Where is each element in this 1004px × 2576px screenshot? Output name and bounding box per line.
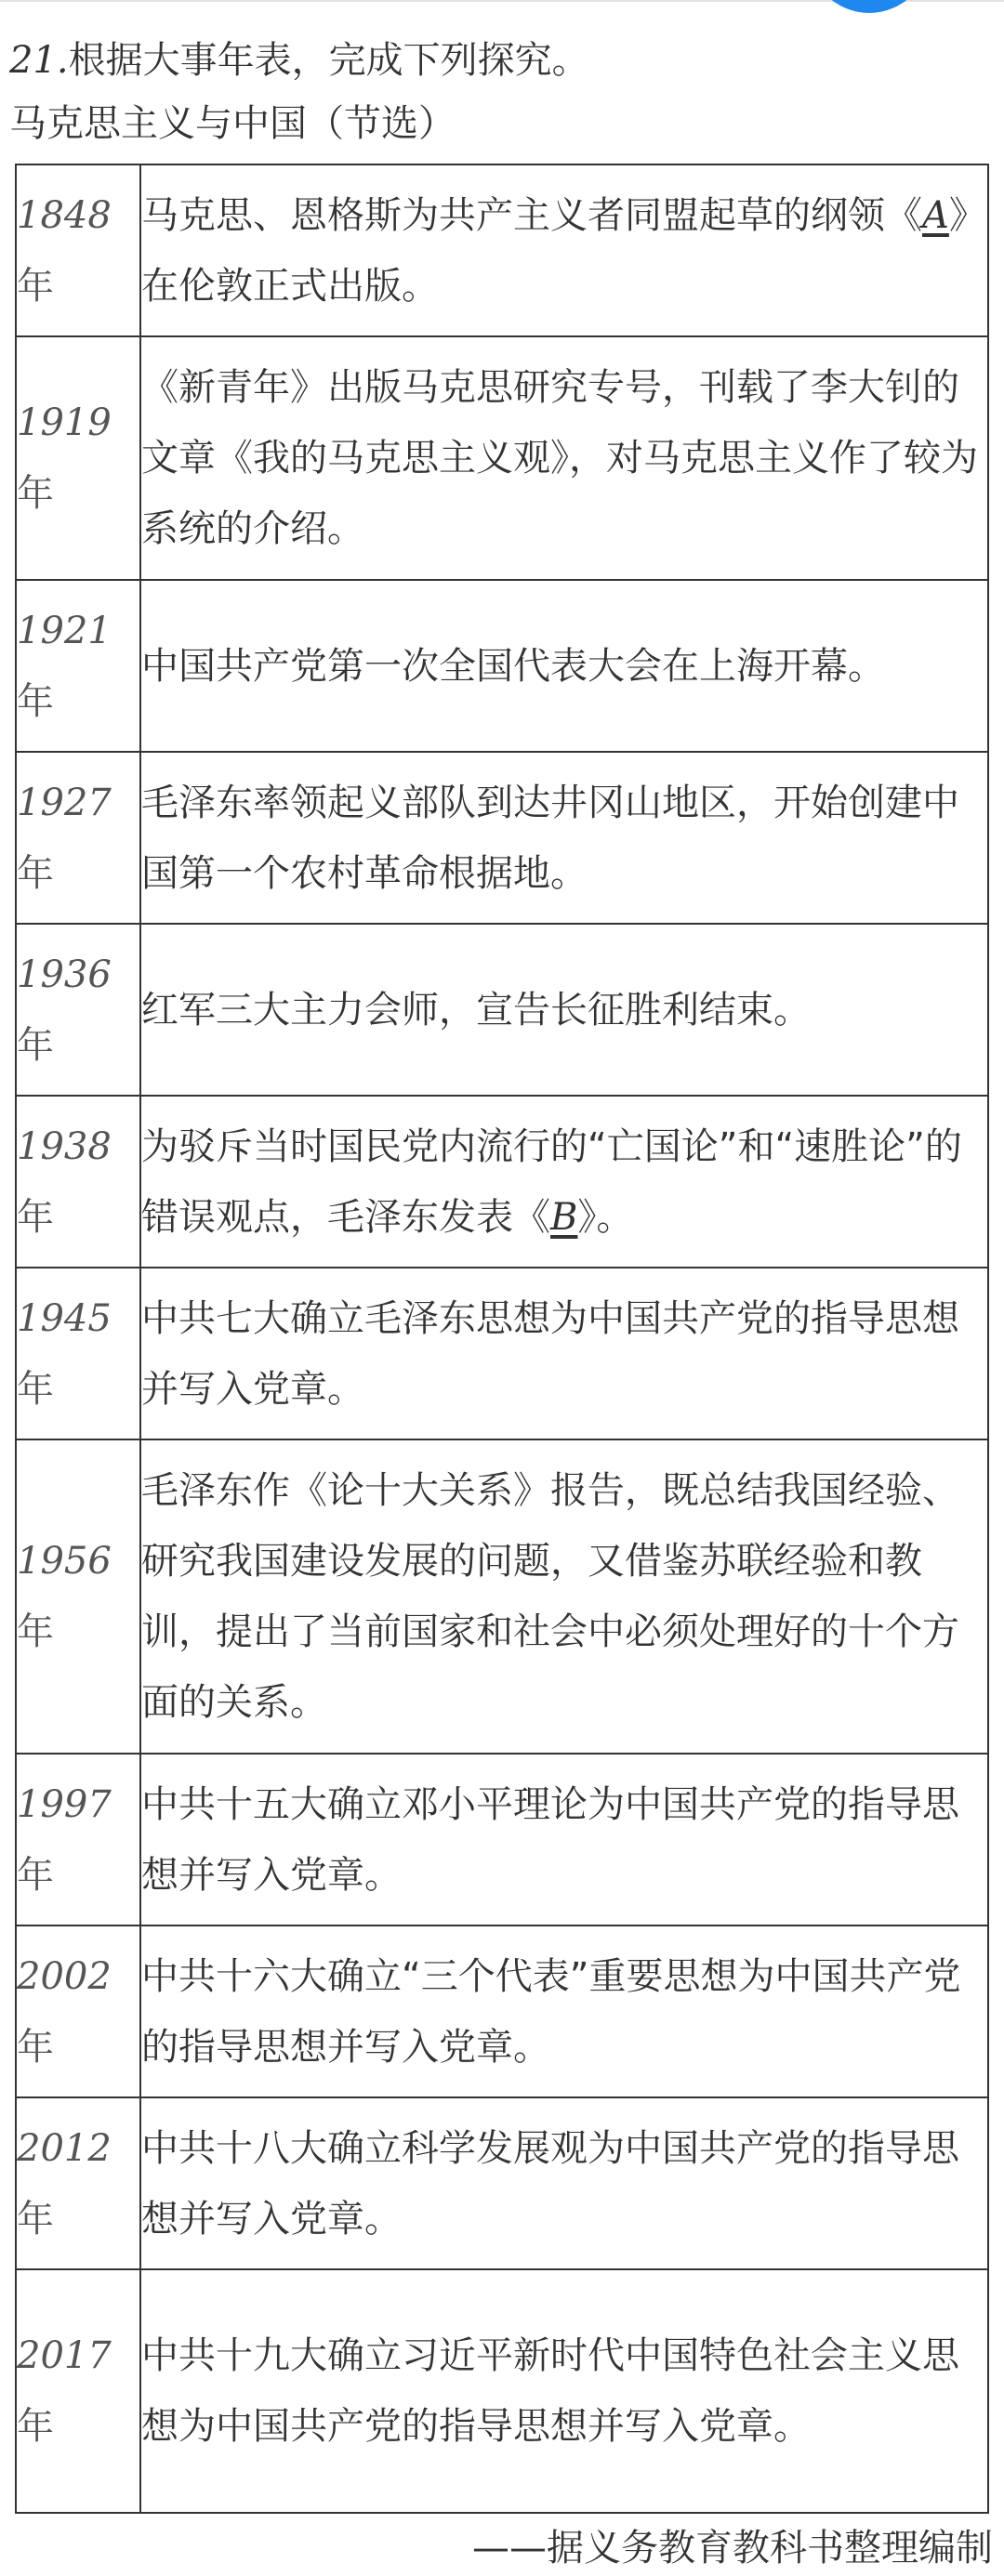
year-number: 2012 bbox=[17, 2126, 112, 2170]
year-unit: 年 bbox=[17, 1610, 54, 1653]
table-row bbox=[16, 2269, 988, 2513]
event-text: 中共十九大确立习近平新时代中国特色社会主义思想为中国共产党的指导思想并写入党章。 bbox=[141, 2334, 959, 2448]
year-cell bbox=[16, 924, 140, 1096]
event-cell bbox=[140, 336, 988, 580]
event-cell bbox=[140, 1268, 988, 1439]
event-cell bbox=[140, 2097, 988, 2269]
event-cell bbox=[140, 924, 988, 1096]
table-row bbox=[16, 1268, 988, 1439]
year-unit: 年 bbox=[17, 1195, 54, 1239]
year-cell bbox=[16, 580, 140, 752]
table-row bbox=[16, 164, 988, 336]
event-text: 中共七大确立毛泽东思想为中国共产党的指导思想并写入党章。 bbox=[141, 1296, 959, 1411]
year-number: 1921 bbox=[17, 609, 112, 652]
year-unit: 年 bbox=[17, 1023, 54, 1067]
year-number: 1945 bbox=[17, 1296, 112, 1340]
year-cell bbox=[16, 752, 140, 924]
answer-blank-b: B bbox=[550, 1195, 578, 1239]
source-citation: ——据义务教育教科书整理编制 bbox=[472, 2527, 993, 2569]
event-text bbox=[141, 194, 986, 308]
table-row bbox=[16, 1925, 988, 2097]
year-unit: 年 bbox=[17, 472, 54, 515]
year-number: 1936 bbox=[17, 953, 112, 996]
year-cell bbox=[16, 1925, 140, 2097]
event-text: 中共十六大确立“三个代表”重要思想为中国共产党的指导思想并写入党章。 bbox=[141, 1954, 961, 2069]
year-unit: 年 bbox=[17, 2025, 54, 2069]
question-line bbox=[9, 28, 589, 93]
event-text: 中共十五大确立邓小平理论为中国共产党的指导思想并写入党章。 bbox=[141, 1782, 959, 1897]
year-cell bbox=[16, 1268, 140, 1439]
event-cell bbox=[140, 1439, 988, 1754]
year-number: 1848 bbox=[17, 193, 112, 237]
year-number: 2017 bbox=[17, 2334, 112, 2377]
question-prompt: 根据大事年表，完成下列探究。 bbox=[68, 39, 589, 82]
year-unit: 年 bbox=[17, 2405, 54, 2448]
table-row bbox=[16, 580, 988, 752]
year-cell bbox=[16, 2097, 140, 2269]
event-cell bbox=[140, 580, 988, 752]
year-cell bbox=[16, 2269, 140, 2513]
answer-blank-a: A bbox=[922, 193, 949, 237]
table-row bbox=[16, 1754, 988, 1925]
table-row bbox=[16, 1439, 988, 1754]
year-unit: 年 bbox=[17, 851, 54, 895]
table-row bbox=[16, 752, 988, 924]
event-text: 《新青年》出版马克思研究专号，刊载了李大钊的文章《我的马克思主义观》，对马克思主义作了较为系统的介绍。 bbox=[141, 366, 978, 550]
event-cell bbox=[140, 164, 988, 336]
event-cell bbox=[140, 1754, 988, 1925]
year-number: 1938 bbox=[17, 1124, 112, 1168]
year-unit: 年 bbox=[17, 2197, 54, 2241]
year-cell bbox=[16, 1439, 140, 1754]
table-subtitle: 马克思主义与中国（节选） bbox=[9, 102, 456, 145]
year-cell bbox=[16, 336, 140, 580]
table-row bbox=[16, 1096, 988, 1268]
year-unit: 年 bbox=[17, 1853, 54, 1897]
question-separator: . bbox=[56, 39, 69, 82]
event-text: 红军三大主力会师，宣告长征胜利结束。 bbox=[141, 988, 811, 1032]
question-number: 21 bbox=[9, 39, 57, 82]
event-text: 中共十八大确立科学发展观为中国共产党的指导思想并写入党章。 bbox=[141, 2126, 959, 2241]
timeline-table bbox=[15, 164, 989, 2514]
event-cell bbox=[140, 1925, 988, 2097]
year-unit: 年 bbox=[17, 679, 54, 723]
year-cell bbox=[16, 1754, 140, 1925]
year-cell bbox=[16, 164, 140, 336]
event-cell bbox=[140, 2269, 988, 2513]
year-number: 1956 bbox=[17, 1540, 112, 1583]
table-row bbox=[16, 924, 988, 1096]
event-text: 毛泽东率领起义部队到达井冈山地区，开始创建中国第一个农村革命根据地。 bbox=[141, 781, 959, 895]
year-cell bbox=[16, 1096, 140, 1268]
event-text-before: 为驳斥当时国民党内流行的“亡国论”和“速胜论”的错误观点，毛泽东发表《 bbox=[141, 1124, 962, 1239]
event-cell bbox=[140, 1096, 988, 1268]
table-row bbox=[16, 2097, 988, 2269]
event-text: 毛泽东作《论十大关系》报告，既总结我国经验、研究我国建设发展的问题，又借鉴苏联经验和教训，提出了当前国家和社会中必须处理好的十个方面的关系。 bbox=[141, 1469, 959, 1724]
event-cell bbox=[140, 752, 988, 924]
year-unit: 年 bbox=[17, 264, 54, 308]
event-text: 中国共产党第一次全国代表大会在上海开幕。 bbox=[141, 644, 885, 688]
table-row bbox=[16, 336, 988, 580]
year-number: 2002 bbox=[17, 1954, 112, 1998]
year-unit: 年 bbox=[17, 1367, 54, 1411]
year-number: 1997 bbox=[17, 1782, 112, 1826]
event-text-after: 》。 bbox=[577, 1195, 634, 1239]
year-number: 1919 bbox=[17, 401, 112, 444]
year-number: 1927 bbox=[17, 781, 112, 824]
event-text-before: 马克思、恩格斯为共产主义者同盟起草的纲领《 bbox=[141, 193, 922, 237]
event-text bbox=[141, 1125, 962, 1239]
floating-action-button[interactable] bbox=[809, 0, 930, 13]
event-text-after: 》在伦敦正式出版。 bbox=[141, 193, 986, 308]
